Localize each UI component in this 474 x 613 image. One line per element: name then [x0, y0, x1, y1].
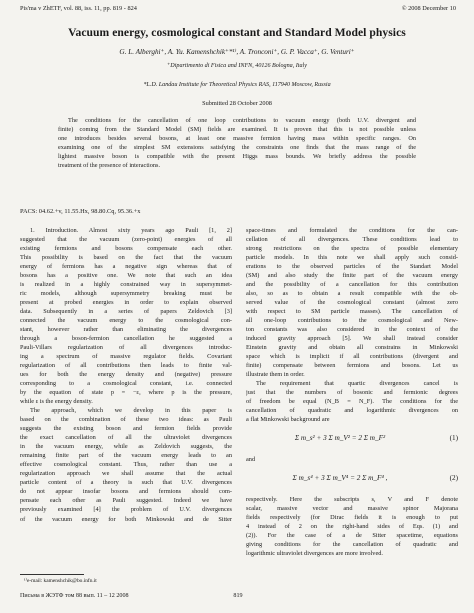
body-line: do not appear insofar bosons and fermions should com-: [20, 488, 232, 496]
body-line: is realized in a highly constrained way in supersymmet-: [20, 281, 232, 289]
affiliation-moscow: *L.D. Landau Institute for Theoretical Physics RAS, 117940 Moscow, Russia: [143, 82, 331, 88]
body-line: particle content of a theory is such that U.V. divergences: [20, 479, 232, 487]
body-line: ues for both the energy density and (negative) pressure: [20, 371, 232, 379]
body-line: particle models. In this note we shall apply such consid-: [246, 254, 458, 262]
body-line: illustrate them in order.: [246, 371, 305, 379]
body-line: stant, however rather than eliminating the divergences: [20, 326, 232, 334]
body-line: Pauli-Villars regularization of all divergences introduc-: [20, 344, 232, 352]
body-line: also, so as to obtain a result compatible with the ob-: [246, 290, 458, 298]
journal-citation: Pis'ma v ZhETF, vol. 88, iss. 11, pp. 819 - 824: [20, 5, 137, 12]
body-line: regularization of all contributions then leads to finite val-: [20, 362, 232, 370]
body-line: giving conditions for the cancellation of quadratic and: [246, 541, 458, 549]
body-line: served value of the cosmological constant (almost zero: [246, 299, 458, 307]
abstract-line: The conditions for the cancellation of one loop contributions to vacuum energy (both U.V. divergent and: [68, 117, 416, 124]
body-line: space which is implicit if all contributions (divergent and: [246, 353, 458, 361]
body-line: a flat Minkowski background are: [246, 416, 330, 424]
body-line: just that the numbers of bosonic and fermionic degrees: [246, 389, 458, 397]
body-line: ing a spectrum of massive regulator fields. Covariant: [20, 353, 232, 361]
body-line: (SM) and also study the finite part of the vacuum energy: [246, 272, 458, 280]
body-line: energy of fermions has a negative sign whereas that of: [20, 263, 232, 271]
body-line: of freedom be equal (N_B = N_F). The conditions for the: [246, 398, 458, 406]
body-line: the exact cancellation of all the ultraviolet divergences: [20, 434, 232, 442]
equation-2-number: (2): [449, 474, 458, 483]
abstract: [58, 116, 416, 170]
equation-2: [246, 468, 458, 490]
copyright-date: © 2008 December 10: [401, 5, 456, 12]
body-line: through a boson-fermion cancellation he suggested a: [20, 335, 232, 343]
body-line: bosons has a positive one. We note that such an idea: [20, 272, 232, 280]
abstract-line: treatment of the presence of interactions.: [58, 162, 161, 170]
body-line: in the vacuum energy, while as Zeldovich suggests, the: [20, 443, 232, 451]
right-column: [246, 226, 458, 558]
body-line: and: [246, 456, 256, 464]
body-line: based on the combination of these two ideas: as Pauli: [20, 416, 232, 424]
body-line: pensate each other as Pauli suggested. Indeed we have: [20, 497, 232, 505]
footnote-rule: [20, 574, 84, 575]
body-line: by the equation of state p = −ε, where p is the pressure,: [20, 389, 232, 397]
abstract-line: lightest massive boson is compatible with the present Higgs mass bounds. We briefly address the possible: [58, 153, 416, 161]
body-line: suggested that the vacuum (zero-point) energies of all: [20, 236, 232, 244]
body-line: regularization approach we shall assume that the actual: [20, 470, 232, 478]
abstract-line: examining one of the simplest SM extensions satisfying the constraints one finds that the mass range of the: [58, 144, 416, 152]
body-line: of the vacuum energy for both Minkowski and de Sitter: [20, 515, 232, 523]
footnote-email: ¹⁾e-mail: kamenshchik@bo.infn.it: [24, 578, 97, 584]
body-line: This possibility is based on the fact that the vacuum: [20, 254, 232, 262]
body-line: ric models, although supersymmetry breaking must be: [20, 290, 232, 298]
body-line: ton constants was also considered in the context of the: [246, 326, 458, 334]
body-line: all one-loop contributions to the cosmological and New-: [246, 317, 458, 325]
pacs-codes: PACS: 04.62.+v, 11.55.Hx, 98.80.Cq, 95.36.+x: [20, 208, 141, 215]
body-line: with respect to SM particle masses). The cancellation of: [246, 308, 458, 316]
body-line: cancellation of quadratic and logarithmic divergences on: [246, 407, 458, 415]
body-line: finite) compensate between fermions and bosons. Let us: [246, 362, 458, 370]
body-line: while ε is the energy density.: [20, 398, 93, 406]
body-line: induced gravity approach [5]. We shall instead consider: [246, 335, 458, 343]
abstract-line: one introduces besides several bosons, at least one massive fermion having mass within specific ranges. On: [58, 135, 416, 143]
body-line: cellation of all divergences. These conditions lead to: [246, 236, 458, 244]
body-line: and the possibility of a cancellation for this contribution: [246, 281, 458, 289]
affiliation-bologna: ⁺Dipartimento di Fisica and INFN, 40126 Bologna, Italy: [167, 63, 307, 69]
body-line: 1. Introduction. Almost sixty years ago Pauli [1, 2]: [30, 227, 232, 234]
body-line: corresponding to a cosmological constant, i.e. connected: [20, 380, 232, 388]
page-number: 819: [233, 593, 243, 599]
body-line: (2)). For the case of a de Sitter spacetime, equations: [246, 532, 458, 540]
equation-1: [246, 428, 458, 450]
body-line: logarithmic ultraviolet divergences are more involved.: [246, 550, 383, 558]
body-line: data. Subsequently in a series of papers Zeldovich [3]: [20, 308, 232, 316]
equation-2-body: Σ m_s⁴ + 3 Σ m_V⁴ = 2 Σ m_F⁴ ,: [292, 474, 388, 483]
body-line: remaining finite part of the vacuum energy leads to an: [20, 452, 232, 460]
equation-1-body: Σ m_s² + 3 Σ m_V² = 2 Σ m_F²: [294, 434, 386, 443]
body-line: 4 instead of 2 on the right-hand sides of Eqs. (1) and: [246, 523, 458, 531]
body-line: erations to the observed particles of the Standart Model: [246, 263, 458, 271]
left-column: [20, 226, 232, 524]
body-line: scalar, massive vector and massive spinor Majorana: [246, 505, 458, 513]
body-line: respectively. Here the subscripts s, V and F denote: [246, 496, 458, 504]
body-line: existing fermions and bosons compensate each other.: [20, 245, 232, 253]
body-line: strong restrictions on the spectra of possible elementary: [246, 245, 458, 253]
submission-date: Submitted 28 October 2008: [202, 100, 272, 107]
abstract-line: finite) coming from the Standard Model (SM) fields are examined. It is proven that this is not possible unless: [58, 126, 416, 134]
body-line: effective cosmological constant. Thus, rather than use a: [20, 461, 232, 469]
author-list: G. L. Alberghi⁺, A. Yu. Kamenshchik⁺*¹⁾, A. Tronconi⁺, G. P. Vacca⁺, G. Venturi⁺: [119, 48, 355, 56]
body-line: Einstein gravity and obtain all constrains in Minkowski: [246, 344, 458, 352]
body-line: present at probed energies in order to explain observed: [20, 299, 232, 307]
journal-issue: Письма в ЖЭТФ том 88 вып. 11 – 12 2008: [20, 593, 129, 599]
body-line: connected the vacuum energy to the cosmological con-: [20, 317, 232, 325]
body-line: space-times and formulated the conditions for the can-: [246, 227, 458, 234]
body-line: The requirement that quartic divergences cancel is: [256, 380, 458, 388]
equation-1-number: (1): [449, 434, 458, 443]
paper-title: Vacuum energy, cosmological constant and Standard Model physics: [68, 26, 406, 39]
body-line: previously examined [4] the problem of U.V. divergences: [20, 506, 232, 514]
running-header: [20, 5, 456, 12]
body-line: fields respectively (for Dirac fields it is enough to put: [246, 514, 458, 522]
body-line: suggests the existing boson and fermion fields provide: [20, 425, 232, 433]
body-line: The approach, which we develop in this paper is: [30, 407, 232, 415]
page-footer: [20, 593, 456, 599]
